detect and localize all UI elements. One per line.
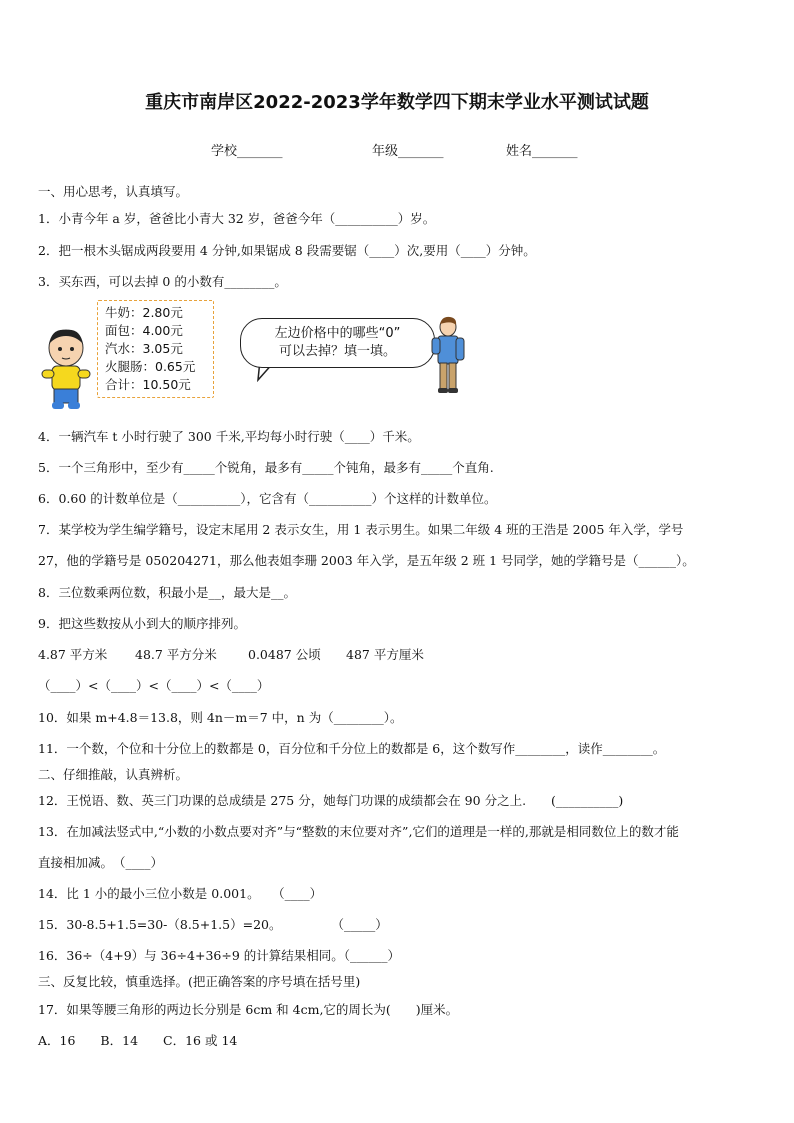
section-1-heading: 一、用心思考，认真填写。: [38, 184, 189, 199]
question-2: 2．把一根木头锯成两段要用 4 分钟,如果锯成 8 段需要锯（____）次,要用（____）分钟。: [38, 243, 536, 258]
question-7-line-2: 27，他的学籍号是 050204271，那么他表姐李珊 2003 年入学，是五年级 2 班 1 号同学，她的学籍号是（______）。: [38, 553, 695, 568]
question-17-options: A．16 B．14 C．16 或 14: [38, 1033, 238, 1048]
document-title: 重庆市南岸区2022-2023学年数学四下期末学业水平测试试题: [145, 92, 649, 113]
question-5: 5．一个三角形中，至少有_____个锐角，最多有_____个钝角，最多有_____个直角.: [38, 460, 494, 475]
price-item: 牛奶：2.80元: [105, 305, 183, 320]
question-15: 15．30-8.5+1.5=30-（8.5+1.5）=20。 （_____）: [38, 917, 388, 932]
name-field[interactable]: 姓名_______: [506, 144, 578, 159]
question-9: 9．把这些数按从小到大的顺序排列。: [38, 616, 246, 631]
q9-ordering: （____）<（____）<（____）<（____）: [38, 678, 270, 693]
section-3-heading: 三、反复比较，慎重选择。(把正确答案的序号填在括号里): [38, 974, 361, 989]
question-16: 16．36÷（4+9）与 36÷4+36÷9 的计算结果相同。（______）: [38, 948, 401, 963]
price-item: 面包：4.00元: [105, 323, 183, 338]
question-1: 1．小青今年 a 岁，爸爸比小青大 32 岁，爸爸今年（__________）岁。: [38, 211, 436, 226]
question-12: 12．王悦语、数、英三门功课的总成绩是 275 分，她每门功课的成绩都会在 90 分之上. (__________): [38, 793, 624, 808]
q9-item: 4.87 平方米: [38, 647, 108, 662]
question-13-line-2: 直接相加减。 （____）: [38, 855, 164, 870]
boy-illustration: [38, 326, 93, 412]
question-10: 10．如果 m+4.8＝13.8，则 4n－m＝7 中，n 为（________）。: [38, 710, 403, 725]
q9-item: 0.0487 公顷: [248, 647, 321, 662]
question-17: 17．如果等腰三角形的两边长分别是 6cm 和 4cm,它的周长为( )厘米。: [38, 1002, 459, 1017]
question-3: 3．买东西，可以去掉 0 的小数有________。: [38, 274, 287, 289]
price-item: 汽水：3.05元: [105, 341, 183, 356]
section-2-heading: 二、仔细推敲，认真辨析。: [38, 767, 189, 782]
question-11: 11．一个数，个位和十分位上的数都是 0，百分位和千分位上的数都是 6，这个数写作________，读作________。: [38, 741, 666, 756]
price-list-box: [97, 300, 214, 398]
speech-line: 左边价格中的哪些“0”: [274, 326, 401, 341]
grade-field[interactable]: 年级_______: [372, 144, 444, 159]
q9-item: 48.7 平方分米: [135, 647, 217, 662]
question-6: 6．0.60 的计数单位是（__________），它含有（__________）个这样的计数单位。: [38, 491, 497, 506]
price-item: 火腿肠：0.65元: [105, 359, 196, 374]
man-illustration: [428, 316, 468, 394]
price-item: 合计：10.50元: [105, 377, 191, 392]
question-7-line-1: 7．某学校为学生编学籍号，设定末尾用 2 表示女生，用 1 表示男生。如果二年级 4 班的王浩是 2005 年入学，学号: [38, 522, 684, 537]
question-13-line-1: 13．在加减法竖式中,“小数的小数点要对齐”与“整数的末位要对齐”,它们的道理是一样的,那就是相同数位上的数才能: [38, 824, 679, 839]
question-14: 14．比 1 小的最小三位小数是 0.001。 （____）: [38, 886, 323, 901]
speech-bubble: [240, 318, 435, 368]
q9-item: 487 平方厘米: [346, 647, 424, 662]
school-field[interactable]: 学校_______: [211, 144, 283, 159]
question-4: 4．一辆汽车 t 小时行驶了 300 千米,平均每小时行驶（____）千米。: [38, 429, 420, 444]
question-8: 8．三位数乘两位数，积最小是__，最大是__。: [38, 585, 296, 600]
speech-line: 可以去掉？填一填。: [278, 344, 396, 359]
